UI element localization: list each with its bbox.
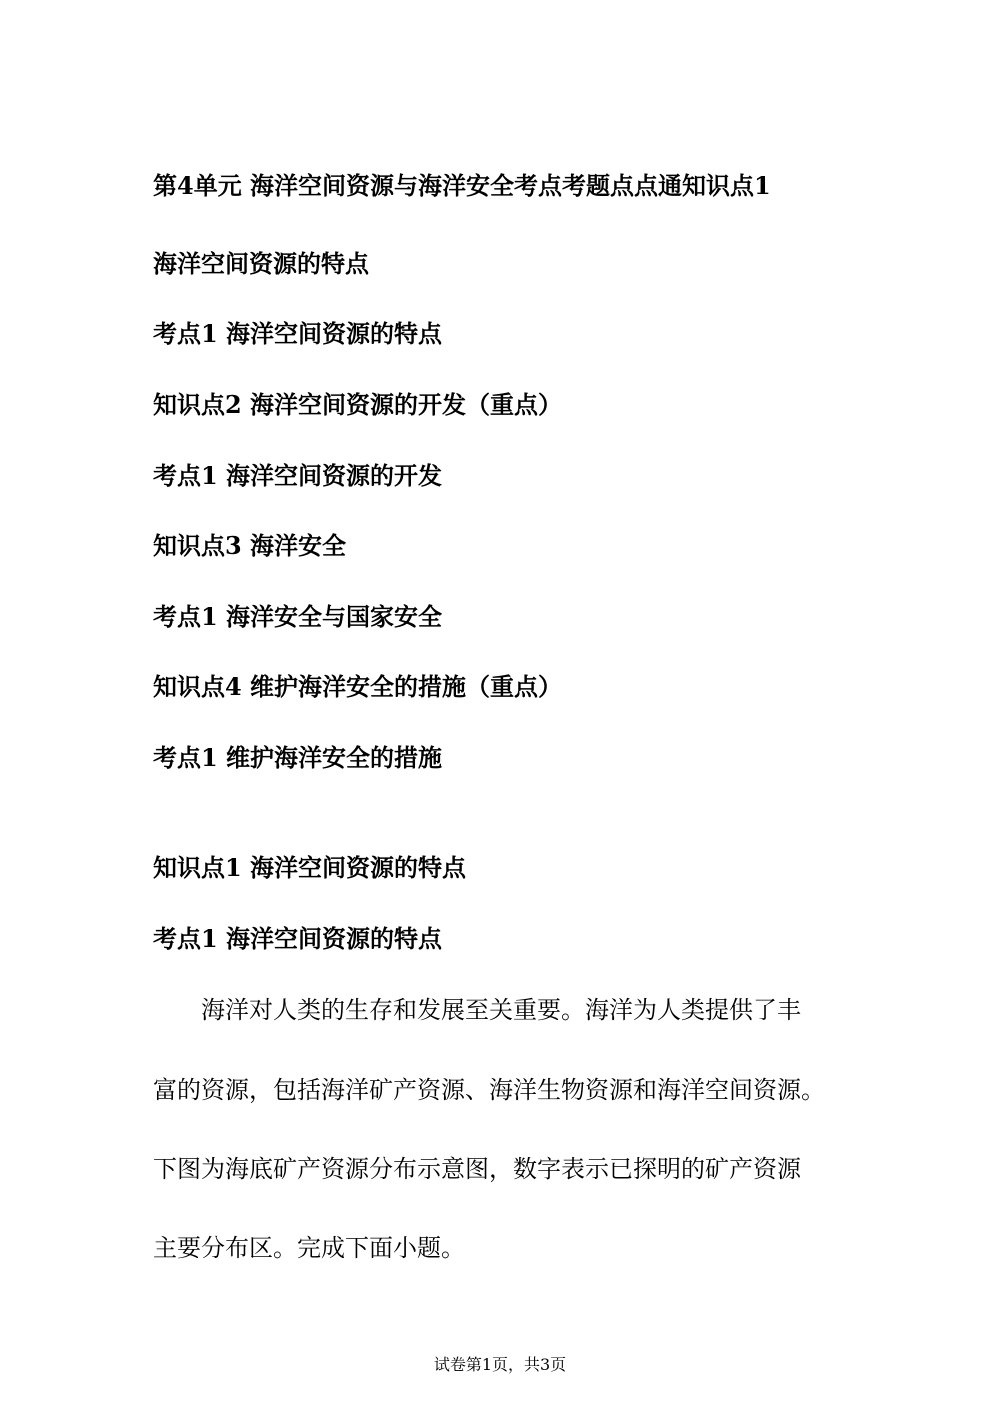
outline-item: 考点1 海洋空间资源的特点 [153,319,443,348]
document-title: 第4单元 海洋空间资源与海洋安全考点考题点点通知识点1 [153,171,771,200]
outline-item: 考点1 海洋空间资源的开发 [153,461,443,490]
paragraph-line: 海洋对人类的生存和发展至关重要。海洋为人类提供了丰 [201,996,801,1024]
section-knowledge-point: 知识点1 海洋空间资源的特点 [153,853,467,882]
outline-item: 知识点2 海洋空间资源的开发（重点） [153,390,563,419]
section-exam-point: 考点1 海洋空间资源的特点 [153,924,443,953]
outline-item: 考点1 海洋安全与国家安全 [153,602,443,631]
paragraph-line: 富的资源，包括海洋矿产资源、海洋生物资源和海洋空间资源。 [153,1076,825,1104]
outline-item: 考点1 维护海洋安全的措施 [153,743,443,772]
outline-item: 海洋空间资源的特点 [153,249,369,278]
paragraph-line: 下图为海底矿产资源分布示意图，数字表示已探明的矿产资源 [153,1155,801,1183]
paragraph-line: 主要分布区。完成下面小题。 [153,1234,465,1262]
outline-item: 知识点3 海洋安全 [153,531,347,560]
outline-item: 知识点4 维护海洋安全的措施（重点） [153,672,563,701]
page-footer: 试卷第1页，共3页 [433,1355,567,1374]
